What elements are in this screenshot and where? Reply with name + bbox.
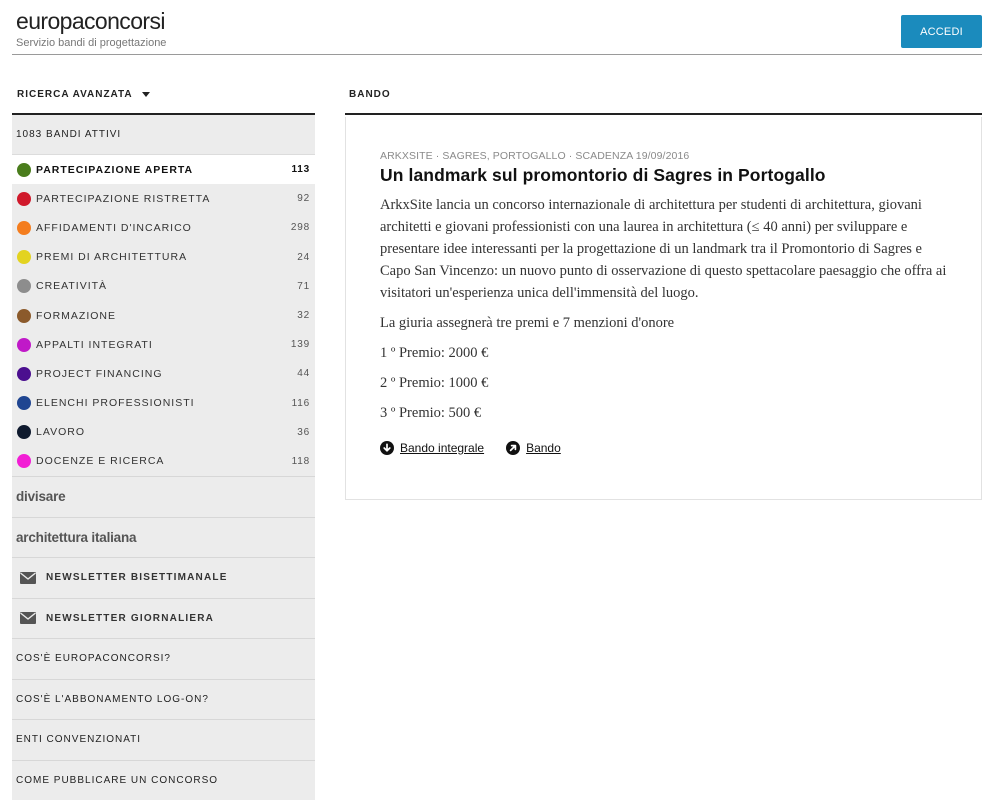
download-arrow-icon — [380, 441, 394, 455]
category-color-dot-icon — [17, 309, 31, 323]
prize-first: 1 º Premio: 2000 € — [380, 345, 489, 361]
architettura-italiana-link[interactable]: architettura italiana — [16, 529, 137, 545]
category-label: FORMAZIONE — [36, 309, 116, 322]
category-item[interactable] — [12, 301, 315, 330]
category-item[interactable] — [12, 243, 315, 272]
category-item[interactable] — [12, 389, 315, 418]
full-tender-link[interactable] — [380, 441, 484, 455]
category-color-dot-icon — [17, 338, 31, 352]
category-count: 298 — [290, 222, 310, 234]
tender-description: ArkxSite lancia un concorso internazionale di architettura per studenti di architettura, giovani architetti e giovani professionisti con una laurea in architettura (≤ 40 anni) per sviluppare e presentare idee interessanti per la progettazione di un landmark tra il Promontorio di Sagres e Capo San Vincenzo: un nuovo punto di osservazione di questo spettacolare paesaggio che offra ai visitatori un'esperienza unica dell'immensità del luogo. — [380, 197, 947, 301]
category-color-dot-icon — [17, 367, 31, 381]
category-color-dot-icon — [17, 396, 31, 410]
tender-title[interactable]: Un landmark sul promontorio di Sagres in Portogallo — [380, 165, 826, 185]
prize-second: 2 º Premio: 1000 € — [380, 375, 489, 391]
site-header — [12, 0, 982, 55]
category-label: CREATIVITÀ — [36, 280, 108, 293]
site-tagline: Servizio bandi di progettazione — [16, 37, 167, 49]
tender-meta: ARKXSITE · SAGRES, PORTOGALLO · SCADENZA 19/09/2016 — [380, 150, 690, 162]
tender-external-link-label: Bando — [526, 441, 561, 455]
envelope-icon — [20, 612, 36, 624]
category-item[interactable] — [12, 272, 315, 301]
category-label: PROJECT FINANCING — [36, 367, 163, 380]
category-item[interactable] — [12, 155, 315, 184]
active-tenders-count: 1083 BANDI ATTIVI — [12, 115, 315, 155]
sidebar-brand-architettura-italiana[interactable] — [12, 517, 315, 558]
category-count: 32 — [297, 310, 310, 322]
category-label: DOCENZE E RICERCA — [36, 455, 165, 468]
category-label: PARTECIPAZIONE RISTRETTA — [36, 192, 211, 205]
sidebar-link-about[interactable]: COS'È EUROPACONCORSI? — [12, 638, 315, 679]
category-item[interactable] — [12, 447, 315, 476]
category-count: 36 — [297, 426, 310, 438]
sidebar-link-publish[interactable]: COME PUBBLICARE UN CONCORSO — [12, 760, 315, 800]
sidebar — [12, 75, 315, 786]
category-item[interactable] — [12, 184, 315, 213]
category-item[interactable] — [12, 213, 315, 242]
category-count: 139 — [290, 339, 310, 351]
category-count: 24 — [297, 251, 310, 263]
category-item[interactable] — [12, 359, 315, 388]
category-count: 113 — [291, 164, 310, 176]
category-color-dot-icon — [17, 425, 31, 439]
jury-text: La giuria assegnerà tre premi e 7 menzioni d'onore — [380, 315, 675, 331]
category-color-dot-icon — [17, 221, 31, 235]
sidebar-brand-divisare[interactable] — [12, 476, 315, 517]
category-color-dot-icon — [17, 192, 31, 206]
category-color-dot-icon — [17, 279, 31, 293]
category-count: 44 — [297, 368, 310, 380]
category-color-dot-icon — [17, 250, 31, 264]
sidebar-link-subscription[interactable]: COS'È L'ABBONAMENTO LOG-ON? — [12, 679, 315, 720]
envelope-icon — [20, 572, 36, 584]
full-tender-link-label: Bando integrale — [400, 441, 485, 455]
advanced-search-label: RICERCA AVANZATA — [17, 88, 133, 100]
newsletter-giornaliera[interactable] — [12, 598, 315, 639]
category-color-dot-icon — [17, 163, 31, 177]
newsletter-giornaliera-label: NEWSLETTER GIORNALIERA — [46, 612, 215, 624]
sidebar-link-partners[interactable]: ENTI CONVENZIONATI — [12, 719, 315, 760]
tender-external-link[interactable] — [506, 441, 561, 455]
category-label: APPALTI INTEGRATI — [36, 338, 153, 351]
divisare-link[interactable]: divisare — [16, 489, 66, 505]
external-link-icon — [506, 441, 520, 455]
site-logo[interactable]: europaconcorsi — [16, 8, 165, 34]
category-count: 71 — [297, 280, 310, 292]
caret-down-icon — [142, 92, 150, 97]
category-label: LAVORO — [36, 426, 85, 439]
tender-links — [380, 441, 948, 455]
category-count: 116 — [291, 397, 310, 409]
section-title: BANDO — [345, 75, 982, 115]
tender-card — [345, 117, 982, 500]
category-label: PARTECIPAZIONE APERTA — [36, 163, 194, 176]
prize-third: 3 º Premio: 500 € — [380, 405, 482, 421]
category-list — [12, 155, 315, 476]
category-label: PREMI DI ARCHITETTURA — [36, 251, 188, 264]
category-item[interactable] — [12, 418, 315, 447]
category-count: 118 — [291, 455, 310, 467]
newsletter-bisettimanale-label: NEWSLETTER BISETTIMANALE — [46, 572, 228, 584]
category-color-dot-icon — [17, 454, 31, 468]
category-label: ELENCHI PROFESSIONISTI — [36, 397, 195, 410]
category-count: 92 — [297, 193, 310, 205]
login-button[interactable]: ACCEDI — [901, 15, 982, 48]
advanced-search-toggle[interactable] — [12, 75, 315, 115]
category-item[interactable] — [12, 330, 315, 359]
category-label: AFFIDAMENTI D'INCARICO — [36, 221, 192, 234]
newsletter-bisettimanale[interactable] — [12, 557, 315, 598]
